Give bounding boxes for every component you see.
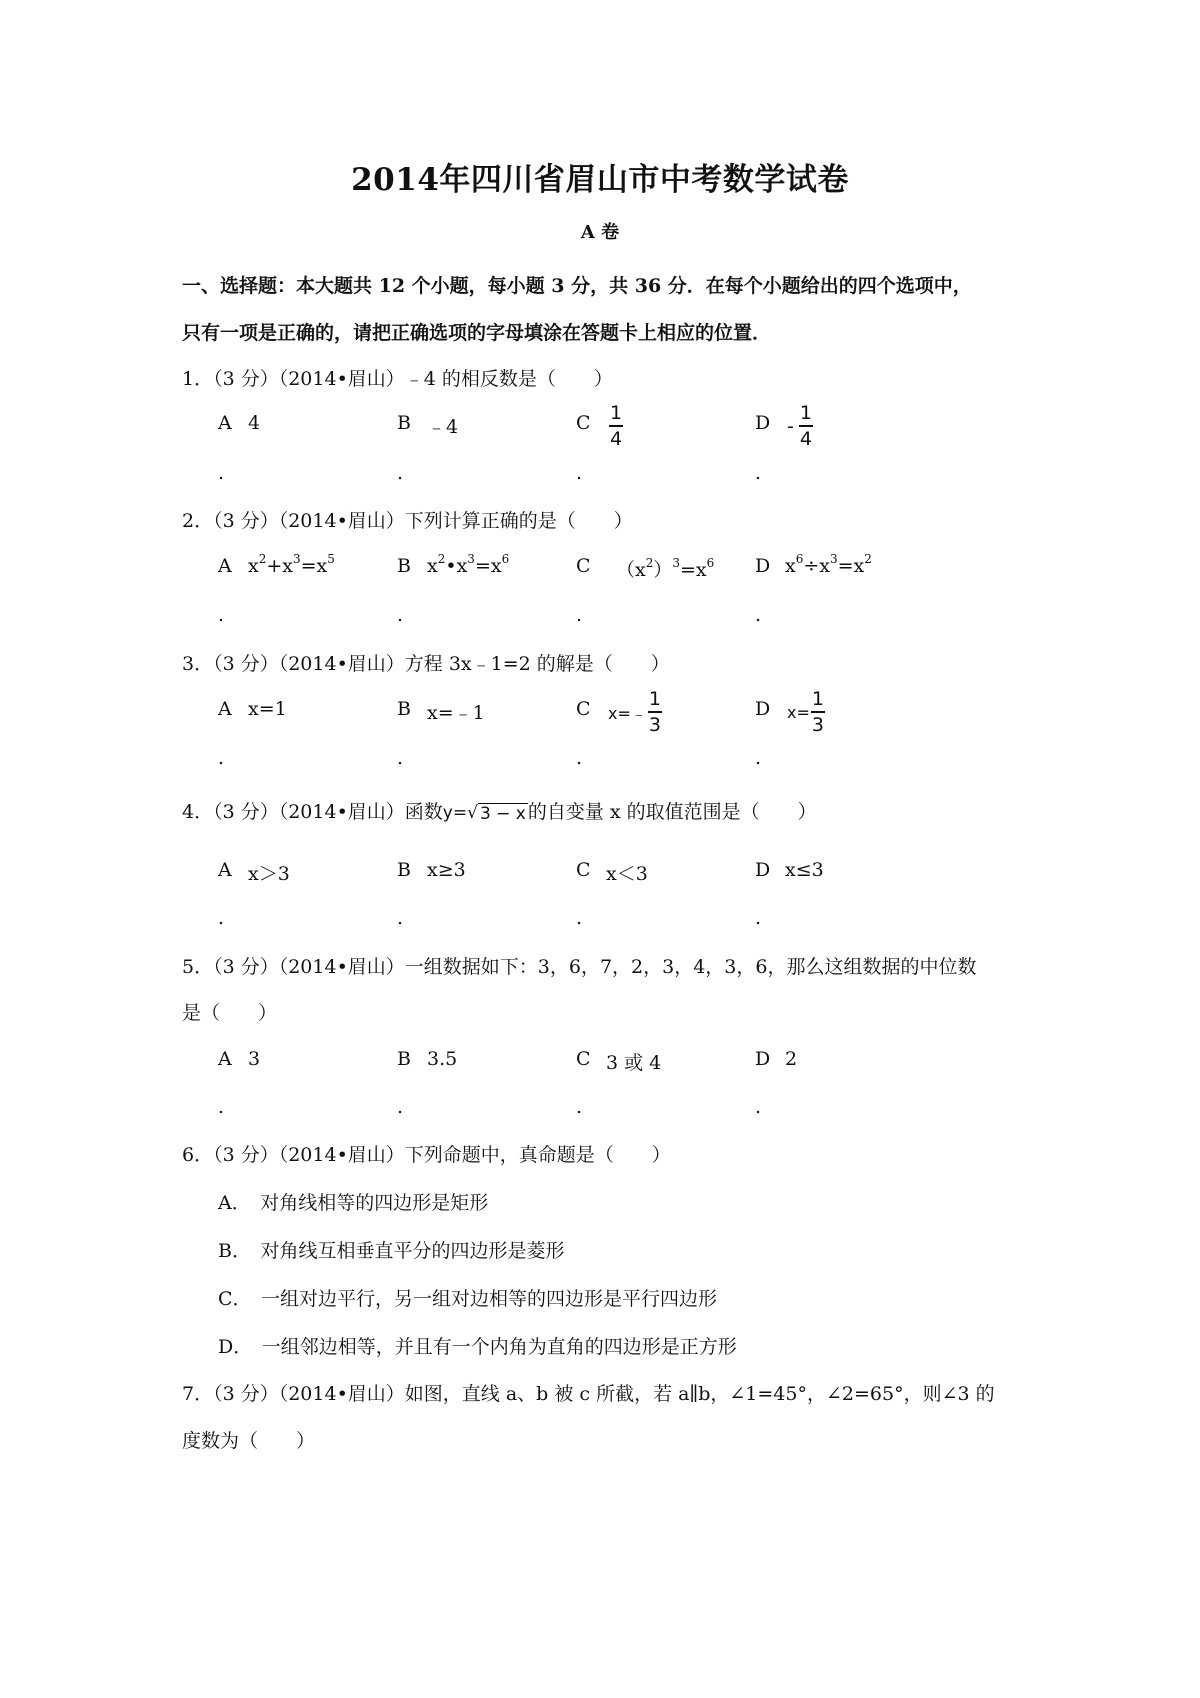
option-dot: . xyxy=(397,747,404,769)
option-dot: . xyxy=(755,747,762,769)
question-6-option-c: C． 一组对边平行，另一组对边相等的四边形是平行四边形 xyxy=(218,1288,718,1310)
question-2-text: 2．（3 分）（2014•眉山）下列计算正确的是（ ） xyxy=(182,510,633,532)
option-dot: . xyxy=(576,907,583,929)
question-2-options: A $x^2+x^3=x^5$ B $x^2•x^3=x^6$ C $(x^2)^3=x^6$ D $x^6\div x^3=x^2$ xyxy=(218,552,872,581)
option-dot: . xyxy=(218,747,225,769)
section-instruction-line1: 一、选择题：本大题共 12 个小题，每小题 3 分，共 36 分．在每个小题给出的四个选项中， xyxy=(182,275,972,297)
section-instruction-line2: 只有一项是正确的，请把正确选项的字母填涂在答题卡上相应的位置． xyxy=(182,322,772,344)
question-1-options: A 4 B ﹣4 C $\frac{1}{4}$ D - $\frac{1}{4}$ xyxy=(218,402,812,450)
question-4-options: A x＞3 B x≥3 C x＜3 D x≤3 xyxy=(218,859,824,885)
option-dot: . xyxy=(755,462,762,484)
question-7-text-line1: 7．（3 分）（2014•眉山）如图，直线 a、b 被 c 所截，若 a∥b，∠1=45°，∠2=65°，则∠3 的 xyxy=(182,1383,995,1405)
option-dot: . xyxy=(576,604,583,626)
option-dot: . xyxy=(218,462,225,484)
page-subtitle: A 卷 xyxy=(580,222,620,243)
option-dot: . xyxy=(576,462,583,484)
question-6-text: 6．（3 分）（2014•眉山）下列命题中，真命题是（ ） xyxy=(182,1144,671,1166)
fraction: $\frac{1}{4}$ xyxy=(610,402,623,450)
option-dot: . xyxy=(397,462,404,484)
option-dot: . xyxy=(576,747,583,769)
option-dot: . xyxy=(397,604,404,626)
option-dot: . xyxy=(576,1096,583,1118)
question-1-text: 1．（3 分）（2014•眉山）﹣4 的相反数是（ ） xyxy=(182,368,613,390)
question-3-text: 3．（3 分）（2014•眉山）方程 3x﹣1=2 的解是（ ） xyxy=(182,653,670,675)
question-6-option-a: A． 对角线相等的四边形是矩形 xyxy=(218,1192,489,1214)
option-dot: . xyxy=(755,604,762,626)
question-5-text-line1: 5．（3 分）（2014•眉山）一组数据如下：3，6，7，2，3，4，3，6，那么这组数据的中位数 xyxy=(182,956,977,978)
fraction: $\frac{1}{4}$ xyxy=(799,402,812,450)
question-6-option-d: D． 一组邻边相等，并且有一个内角为直角的四边形是正方形 xyxy=(218,1336,737,1358)
option-dot: . xyxy=(397,1096,404,1118)
option-dot: . xyxy=(218,907,225,929)
question-3-options: A x=1 B x=﹣1 C x=﹣ $\frac{1}{3}$ D x= $\frac{1}{3}$ xyxy=(218,688,824,736)
option-dot: . xyxy=(755,907,762,929)
fraction: $\frac{1}{3}$ xyxy=(811,688,824,736)
option-dot: . xyxy=(218,1096,225,1118)
option-dot: . xyxy=(397,907,404,929)
question-7-text-line2: 度数为（ ） xyxy=(182,1430,316,1452)
question-6-option-b: B． 对角线互相垂直平分的四边形是菱形 xyxy=(218,1240,565,1262)
sqrt-formula: y= √ 3 − x xyxy=(442,803,526,824)
option-dot: . xyxy=(218,604,225,626)
question-4-text: 4．（3 分）（2014•眉山）函数 y= √ 3 − x 的自变量 x 的取值范围是（ ） xyxy=(182,801,817,824)
question-5-text-line2: 是（ ） xyxy=(182,1002,278,1024)
option-dot: . xyxy=(755,1096,762,1118)
fraction: $\frac{1}{3}$ xyxy=(648,688,661,736)
page-title: 2014年四川省眉山市中考数学试卷 xyxy=(351,162,849,198)
question-5-options: A 3 B 3.5 C 3 或 4 D 2 xyxy=(218,1048,798,1074)
